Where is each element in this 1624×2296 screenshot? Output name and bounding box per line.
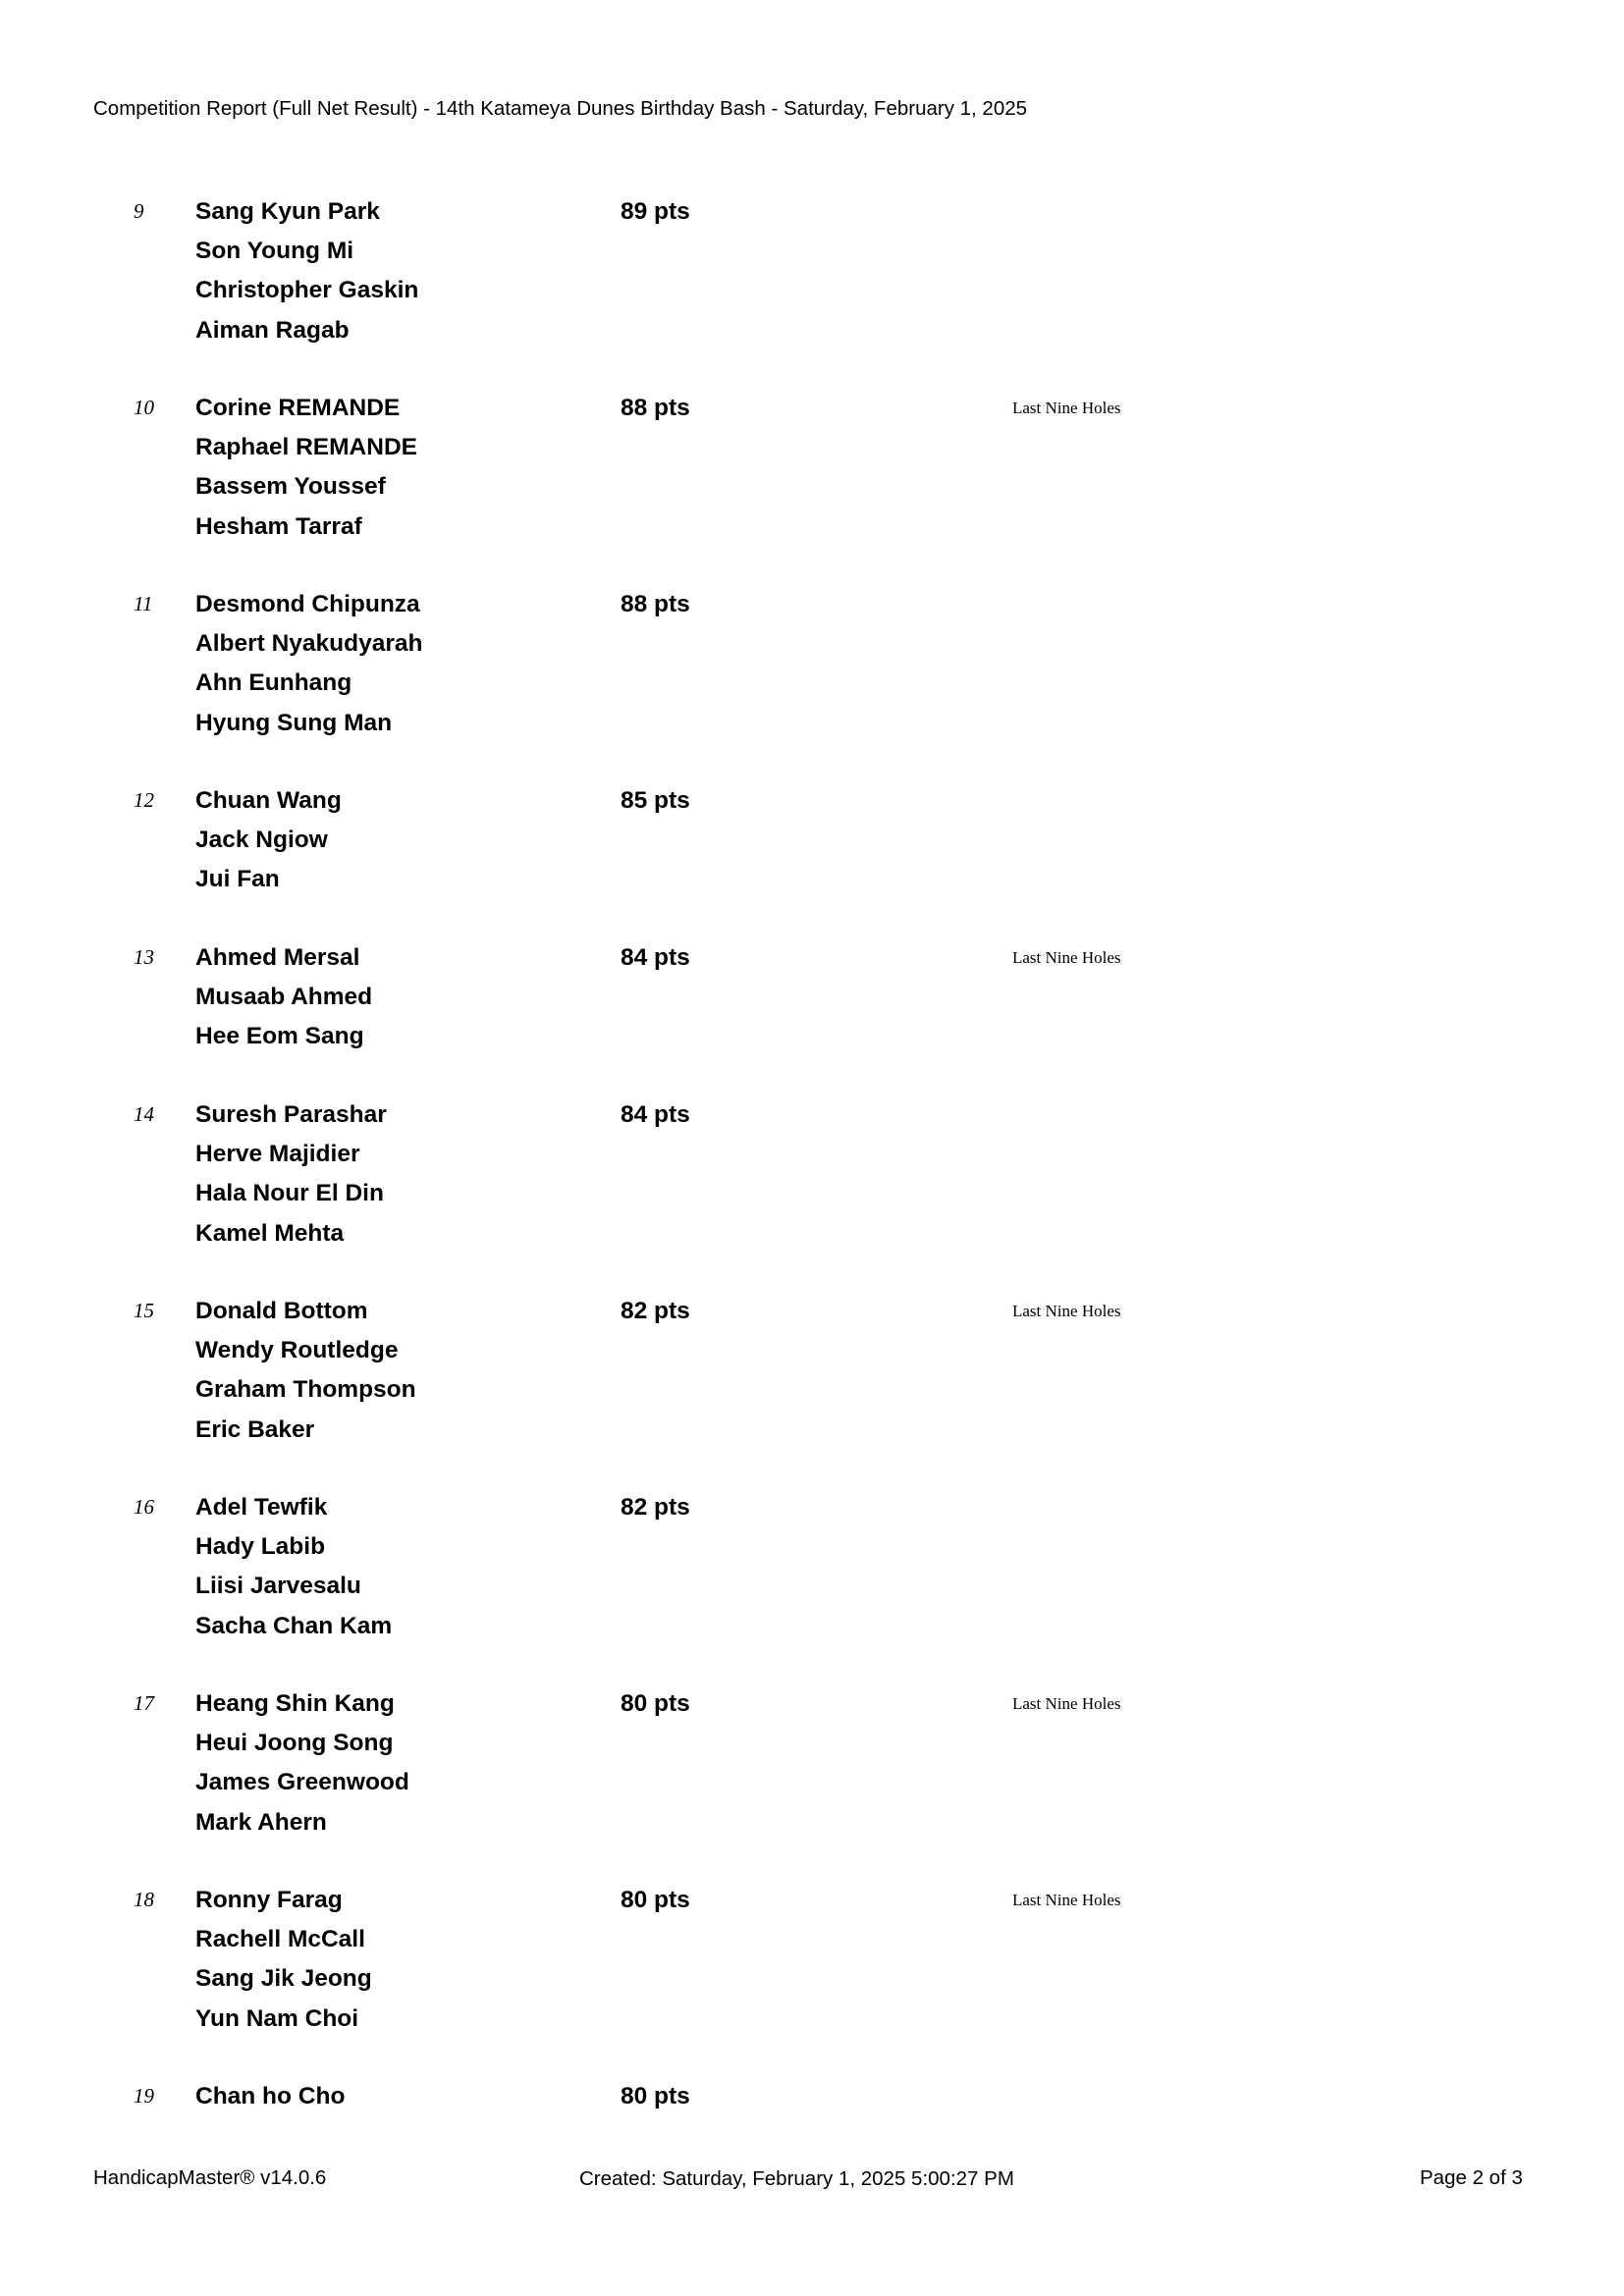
position-number: 13 — [134, 945, 154, 969]
player-name: Jack Ngiow — [195, 827, 328, 854]
position-number: 11 — [134, 592, 153, 615]
player-name: Heui Joong Song — [195, 1730, 394, 1757]
tiebreak-note: Last Nine Holes — [1012, 1302, 1121, 1320]
report-header: Competition Report (Full Net Result) - 14th Katameya Dunes Birthday Bash - Saturday, February 1, 2025 — [93, 97, 1028, 120]
points-score: 89 pts — [621, 198, 690, 225]
player-name: Ahmed Mersal — [195, 944, 360, 971]
footer-page-number: Page 2 of 3 — [1420, 2166, 1523, 2189]
player-name: James Greenwood — [195, 1769, 409, 1796]
position-number: 14 — [134, 1102, 154, 1126]
points-score: 82 pts — [621, 1298, 690, 1324]
player-name: Hesham Tarraf — [195, 512, 362, 540]
team-names — [195, 197, 418, 355]
player-name: Hee Eom Sang — [195, 1023, 364, 1050]
team-names — [195, 1100, 387, 1258]
points-score: 84 pts — [621, 1101, 690, 1128]
footer-created: Created: Saturday, February 1, 2025 5:00:27 PM — [579, 2167, 1014, 2190]
player-name: Herve Majidier — [195, 1141, 360, 1168]
team-names — [195, 1886, 372, 2044]
player-name: Chan ho Cho — [195, 2083, 346, 2109]
tiebreak-note: Last Nine Holes — [1012, 948, 1121, 967]
position-number: 19 — [134, 2084, 154, 2108]
points-score: 84 pts — [621, 944, 690, 971]
player-name: Hyung Sung Man — [195, 709, 393, 736]
position-number: 15 — [134, 1299, 154, 1322]
points-score: 88 pts — [621, 395, 690, 421]
position-number: 18 — [134, 1888, 154, 1911]
player-name: Mark Ahern — [195, 1808, 327, 1836]
team-names — [195, 786, 342, 905]
player-name: Sang Jik Jeong — [195, 1965, 372, 1993]
player-name: Musaab Ahmed — [195, 984, 373, 1011]
player-name: Ahn Eunhang — [195, 669, 352, 697]
team-names — [195, 1493, 392, 1651]
team-names — [195, 1297, 416, 1455]
player-name: Wendy Routledge — [195, 1337, 399, 1364]
player-name: Liisi Jarvesalu — [195, 1573, 361, 1600]
points-score: 80 pts — [621, 1690, 690, 1717]
player-name: Suresh Parashar — [195, 1101, 387, 1128]
player-name: Corine REMANDE — [195, 395, 401, 421]
tiebreak-note: Last Nine Holes — [1012, 399, 1121, 417]
position-number: 12 — [134, 788, 154, 812]
player-name: Son Young Mi — [195, 238, 354, 265]
points-score: 88 pts — [621, 591, 690, 617]
player-name: Desmond Chipunza — [195, 591, 420, 617]
player-name: Hala Nour El Din — [195, 1180, 384, 1207]
player-name: Sang Kyun Park — [195, 198, 380, 225]
player-name: Donald Bottom — [195, 1298, 368, 1324]
points-score: 85 pts — [621, 787, 690, 814]
player-name: Aiman Ragab — [195, 316, 350, 344]
points-score: 80 pts — [621, 1887, 690, 1913]
player-name: Hady Labib — [195, 1533, 326, 1561]
position-number: 17 — [134, 1691, 154, 1715]
player-name: Heang Shin Kang — [195, 1690, 395, 1717]
position-number: 10 — [134, 396, 154, 419]
tiebreak-note: Last Nine Holes — [1012, 1891, 1121, 1909]
player-name: Rachell McCall — [195, 1926, 365, 1953]
player-name: Albert Nyakudyarah — [195, 630, 423, 658]
player-name: Christopher Gaskin — [195, 277, 419, 304]
position-number: 16 — [134, 1495, 154, 1519]
player-name: Bassem Youssef — [195, 473, 386, 501]
player-name: Yun Nam Choi — [195, 2004, 359, 2032]
player-name: Adel Tewfik — [195, 1494, 328, 1521]
points-score: 82 pts — [621, 1494, 690, 1521]
player-name: Ronny Farag — [195, 1887, 343, 1913]
team-names — [195, 590, 422, 748]
position-number: 9 — [134, 199, 144, 223]
tiebreak-note: Last Nine Holes — [1012, 1694, 1121, 1713]
player-name: Raphael REMANDE — [195, 434, 417, 461]
footer-software: HandicapMaster® v14.0.6 — [93, 2166, 327, 2189]
player-name: Eric Baker — [195, 1415, 315, 1443]
player-name: Jui Fan — [195, 866, 280, 893]
points-score: 80 pts — [621, 2083, 690, 2109]
team-names — [195, 943, 372, 1062]
team-names — [195, 1689, 409, 1847]
team-names — [195, 394, 417, 552]
player-name: Chuan Wang — [195, 787, 342, 814]
player-name: Sacha Chan Kam — [195, 1612, 393, 1639]
player-name: Kamel Mehta — [195, 1219, 345, 1247]
team-names — [195, 2082, 345, 2121]
player-name: Graham Thompson — [195, 1376, 416, 1404]
